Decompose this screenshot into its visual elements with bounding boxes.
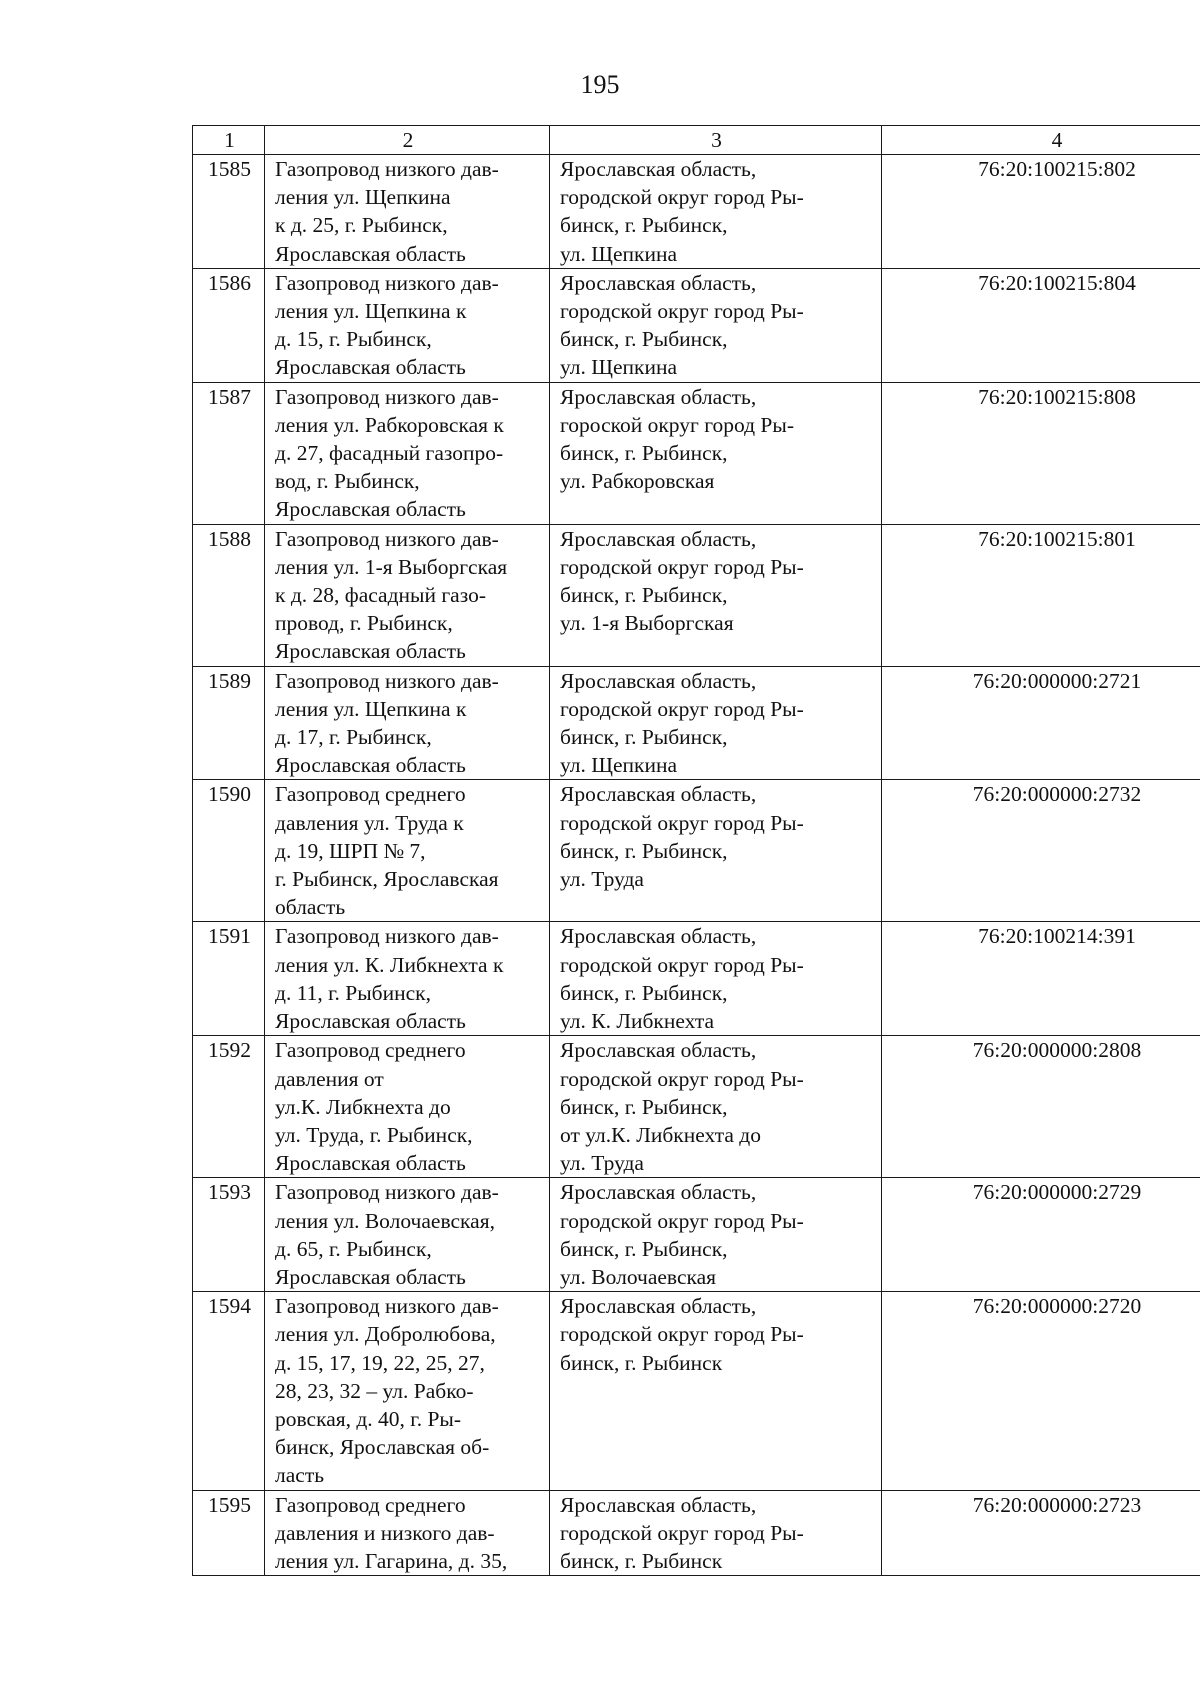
row-number: 1590 bbox=[193, 780, 265, 922]
object-name-line: область bbox=[275, 895, 346, 920]
address-line: Ярославская область, bbox=[560, 1294, 757, 1319]
cadastral-number: 76:20:000000:2723 bbox=[882, 1490, 1200, 1576]
object-name-line: д. 15, г. Рыбинск, bbox=[275, 327, 432, 352]
cadastral-number: 76:20:000000:2732 bbox=[882, 780, 1200, 922]
object-name-line: Газопровод низкого дав- bbox=[275, 924, 499, 949]
address-line: бинск, г. Рыбинск, bbox=[560, 441, 728, 466]
table-row bbox=[193, 524, 1200, 666]
address-line: Ярославская область, bbox=[560, 1180, 757, 1205]
row-number: 1586 bbox=[193, 268, 265, 382]
address-cell bbox=[550, 922, 882, 1036]
object-name-line: Газопровод низкого дав- bbox=[275, 157, 499, 181]
table-row bbox=[193, 155, 1200, 269]
table-header bbox=[193, 126, 1200, 155]
object-name-line: Газопровод низкого дав- bbox=[275, 1180, 499, 1205]
address-line: бинск, г. Рыбинск, bbox=[560, 213, 728, 238]
object-name-line: Ярославская область bbox=[275, 497, 466, 522]
address-line: городской округ город Ры- bbox=[560, 696, 804, 721]
address-line: городской округ город Ры- bbox=[560, 299, 804, 324]
object-name-line: Ярославская область bbox=[275, 1009, 466, 1034]
object-name-line: Ярославская область bbox=[275, 753, 466, 778]
address-line: бинск, г. Рыбинск, bbox=[560, 725, 728, 750]
table-row bbox=[193, 268, 1200, 382]
address-cell bbox=[550, 1292, 882, 1490]
object-name-line: ления ул. Добролюбова, bbox=[275, 1322, 496, 1347]
header-col-4: 4 bbox=[882, 126, 1200, 155]
address-line: городской округ город Ры- bbox=[560, 185, 804, 210]
address-line: бинск, г. Рыбинск, bbox=[560, 838, 728, 863]
object-name-line: Газопровод низкого дав- bbox=[275, 668, 499, 693]
address-line: ул. Рабкоровская bbox=[560, 469, 715, 494]
row-number: 1588 bbox=[193, 524, 265, 666]
object-name-line: д. 11, г. Рыбинск, bbox=[275, 980, 432, 1005]
row-number: 1593 bbox=[193, 1178, 265, 1292]
table-body bbox=[193, 155, 1200, 1576]
table-row bbox=[193, 1036, 1200, 1178]
object-name-line: ления ул. Рабкоровская к bbox=[275, 412, 504, 437]
row-number: 1585 bbox=[193, 155, 265, 269]
address-cell bbox=[550, 155, 882, 269]
address-line: Ярославская область, bbox=[560, 157, 757, 181]
address-line: ул. Волочаевская bbox=[560, 1264, 717, 1289]
object-name-line: Газопровод низкого дав- bbox=[275, 270, 499, 295]
address-line: Ярославская область, bbox=[560, 270, 757, 295]
row-number: 1591 bbox=[193, 922, 265, 1036]
object-name-cell bbox=[265, 780, 550, 922]
address-line: Ярославская область, bbox=[560, 668, 757, 693]
object-name-line: к д. 28, фасадный газо- bbox=[275, 583, 486, 608]
table-row bbox=[193, 1292, 1200, 1490]
cadastral-number: 76:20:000000:2721 bbox=[882, 666, 1200, 780]
address-line: Ярославская область, bbox=[560, 924, 757, 949]
registry-table bbox=[192, 125, 1200, 1576]
address-cell bbox=[550, 524, 882, 666]
address-cell bbox=[550, 268, 882, 382]
object-name-line: к д. 25, г. Рыбинск, bbox=[275, 213, 448, 238]
address-line: городской округ город Ры- bbox=[560, 810, 804, 835]
address-line: ул. К. Либкнехта bbox=[560, 1009, 715, 1034]
object-name-line: ул. Труда, г. Рыбинск, bbox=[275, 1122, 473, 1147]
object-name-line: Газопровод низкого дав- bbox=[275, 526, 499, 551]
object-name-line: ровская, д. 40, г. Ры- bbox=[275, 1406, 462, 1431]
object-name-line: ления ул. Щепкина к bbox=[275, 299, 467, 324]
object-name-line: Газопровод низкого дав- bbox=[275, 384, 499, 409]
table-row bbox=[193, 1178, 1200, 1292]
object-name-line: д. 15, 17, 19, 22, 25, 27, bbox=[275, 1350, 485, 1375]
object-name-line: Газопровод среднего bbox=[275, 1492, 466, 1517]
address-line: бинск, г. Рыбинск, bbox=[560, 1094, 728, 1119]
cadastral-number: 76:20:000000:2808 bbox=[882, 1036, 1200, 1178]
row-number: 1587 bbox=[193, 382, 265, 524]
object-name-cell bbox=[265, 155, 550, 269]
object-name-line: давления от bbox=[275, 1066, 384, 1091]
address-cell bbox=[550, 1036, 882, 1178]
row-number: 1589 bbox=[193, 666, 265, 780]
table-row bbox=[193, 922, 1200, 1036]
address-line: городской округ город Ры- bbox=[560, 1066, 804, 1091]
object-name-line: давления и низкого дав- bbox=[275, 1520, 495, 1545]
address-line: ул. Щепкина bbox=[560, 753, 678, 778]
object-name-cell bbox=[265, 1036, 550, 1178]
row-number: 1592 bbox=[193, 1036, 265, 1178]
object-name-line: Газопровод низкого дав- bbox=[275, 1294, 499, 1319]
table-row bbox=[193, 1490, 1200, 1576]
object-name-cell bbox=[265, 382, 550, 524]
address-line: бинск, г. Рыбинск, bbox=[560, 327, 728, 352]
cadastral-number: 76:20:100214:391 bbox=[882, 922, 1200, 1036]
header-col-1: 1 bbox=[193, 126, 265, 155]
address-line: Ярославская область, bbox=[560, 1492, 757, 1517]
object-name-line: ул.К. Либкнехта до bbox=[275, 1094, 451, 1119]
object-name-cell bbox=[265, 524, 550, 666]
cadastral-number: 76:20:000000:2720 bbox=[882, 1292, 1200, 1490]
object-name-line: ления ул. К. Либкнехта к bbox=[275, 952, 504, 977]
object-name-line: ления ул. 1-я Выборгская bbox=[275, 554, 508, 579]
object-name-cell bbox=[265, 1178, 550, 1292]
address-line: ул. 1-я Выборгская bbox=[560, 611, 734, 636]
object-name-line: Ярославская область bbox=[275, 355, 466, 380]
object-name-line: Ярославская область bbox=[275, 1151, 466, 1176]
address-cell bbox=[550, 780, 882, 922]
object-name-line: Ярославская область bbox=[275, 639, 466, 664]
address-line: гороской округ город Ры- bbox=[560, 412, 794, 437]
cadastral-number: 76:20:100215:808 bbox=[882, 382, 1200, 524]
address-line: ул. Щепкина bbox=[560, 355, 678, 380]
object-name-cell bbox=[265, 1490, 550, 1576]
object-name-line: д. 65, г. Рыбинск, bbox=[275, 1236, 432, 1261]
row-number: 1594 bbox=[193, 1292, 265, 1490]
address-line: городской округ город Ры- bbox=[560, 1520, 804, 1545]
object-name-line: Ярославская область bbox=[275, 1264, 466, 1289]
address-cell bbox=[550, 382, 882, 524]
object-name-cell bbox=[265, 922, 550, 1036]
object-name-line: ления ул. Щепкина к bbox=[275, 696, 467, 721]
address-line: ул. Труда bbox=[560, 867, 644, 892]
object-name-line: давления ул. Труда к bbox=[275, 810, 464, 835]
object-name-line: ления ул. Гагарина, д. 35, bbox=[275, 1548, 508, 1573]
address-line: городской округ город Ры- bbox=[560, 554, 804, 579]
address-line: ул. Щепкина bbox=[560, 241, 678, 266]
object-name-line: д. 19, ШРП № 7, bbox=[275, 838, 426, 863]
object-name-line: Ярославская область bbox=[275, 241, 466, 266]
address-line: Ярославская область, bbox=[560, 384, 757, 409]
address-line: Ярославская область, bbox=[560, 1038, 757, 1063]
address-line: от ул.К. Либкнехта до bbox=[560, 1122, 761, 1147]
page-number: 195 bbox=[580, 70, 620, 99]
table-row bbox=[193, 382, 1200, 524]
address-line: бинск, г. Рыбинск, bbox=[560, 980, 728, 1005]
address-cell bbox=[550, 1490, 882, 1576]
address-line: бинск, г. Рыбинск bbox=[560, 1350, 723, 1375]
row-number: 1595 bbox=[193, 1490, 265, 1576]
cadastral-number: 76:20:000000:2729 bbox=[882, 1178, 1200, 1292]
object-name-cell bbox=[265, 666, 550, 780]
address-line: городской округ город Ры- bbox=[560, 1208, 804, 1233]
cadastral-number: 76:20:100215:801 bbox=[882, 524, 1200, 666]
object-name-line: вод, г. Рыбинск, bbox=[275, 469, 420, 494]
object-name-line: Газопровод среднего bbox=[275, 1038, 466, 1063]
object-name-line: ления ул. Щепкина bbox=[275, 185, 451, 210]
object-name-line: д. 27, фасадный газопро- bbox=[275, 441, 504, 466]
object-name-line: ления ул. Волочаевская, bbox=[275, 1208, 495, 1233]
address-line: Ярославская область, bbox=[560, 782, 757, 807]
object-name-line: 28, 23, 32 – ул. Рабко- bbox=[275, 1378, 474, 1403]
address-cell bbox=[550, 666, 882, 780]
address-line: городской округ город Ры- bbox=[560, 1322, 804, 1347]
object-name-cell bbox=[265, 268, 550, 382]
address-line: бинск, г. Рыбинск, bbox=[560, 583, 728, 608]
address-line: Ярославская область, bbox=[560, 526, 757, 551]
table-row bbox=[193, 666, 1200, 780]
address-line: городской округ город Ры- bbox=[560, 952, 804, 977]
header-row bbox=[193, 126, 1200, 155]
object-name-line: д. 17, г. Рыбинск, bbox=[275, 725, 432, 750]
header-col-2: 2 bbox=[265, 126, 550, 155]
object-name-line: ласть bbox=[275, 1463, 325, 1488]
object-name-cell bbox=[265, 1292, 550, 1490]
object-name-line: Газопровод среднего bbox=[275, 782, 466, 807]
object-name-line: провод, г. Рыбинск, bbox=[275, 611, 453, 636]
cadastral-number: 76:20:100215:802 bbox=[882, 155, 1200, 269]
address-cell bbox=[550, 1178, 882, 1292]
object-name-line: г. Рыбинск, Ярославская bbox=[275, 867, 499, 892]
cadastral-number: 76:20:100215:804 bbox=[882, 268, 1200, 382]
object-name-line: бинск, Ярославская об- bbox=[275, 1435, 490, 1460]
header-col-3: 3 bbox=[550, 126, 882, 155]
address-line: бинск, г. Рыбинск, bbox=[560, 1236, 728, 1261]
address-line: ул. Труда bbox=[560, 1151, 644, 1176]
address-line: бинск, г. Рыбинск bbox=[560, 1548, 723, 1573]
table-row bbox=[193, 780, 1200, 922]
